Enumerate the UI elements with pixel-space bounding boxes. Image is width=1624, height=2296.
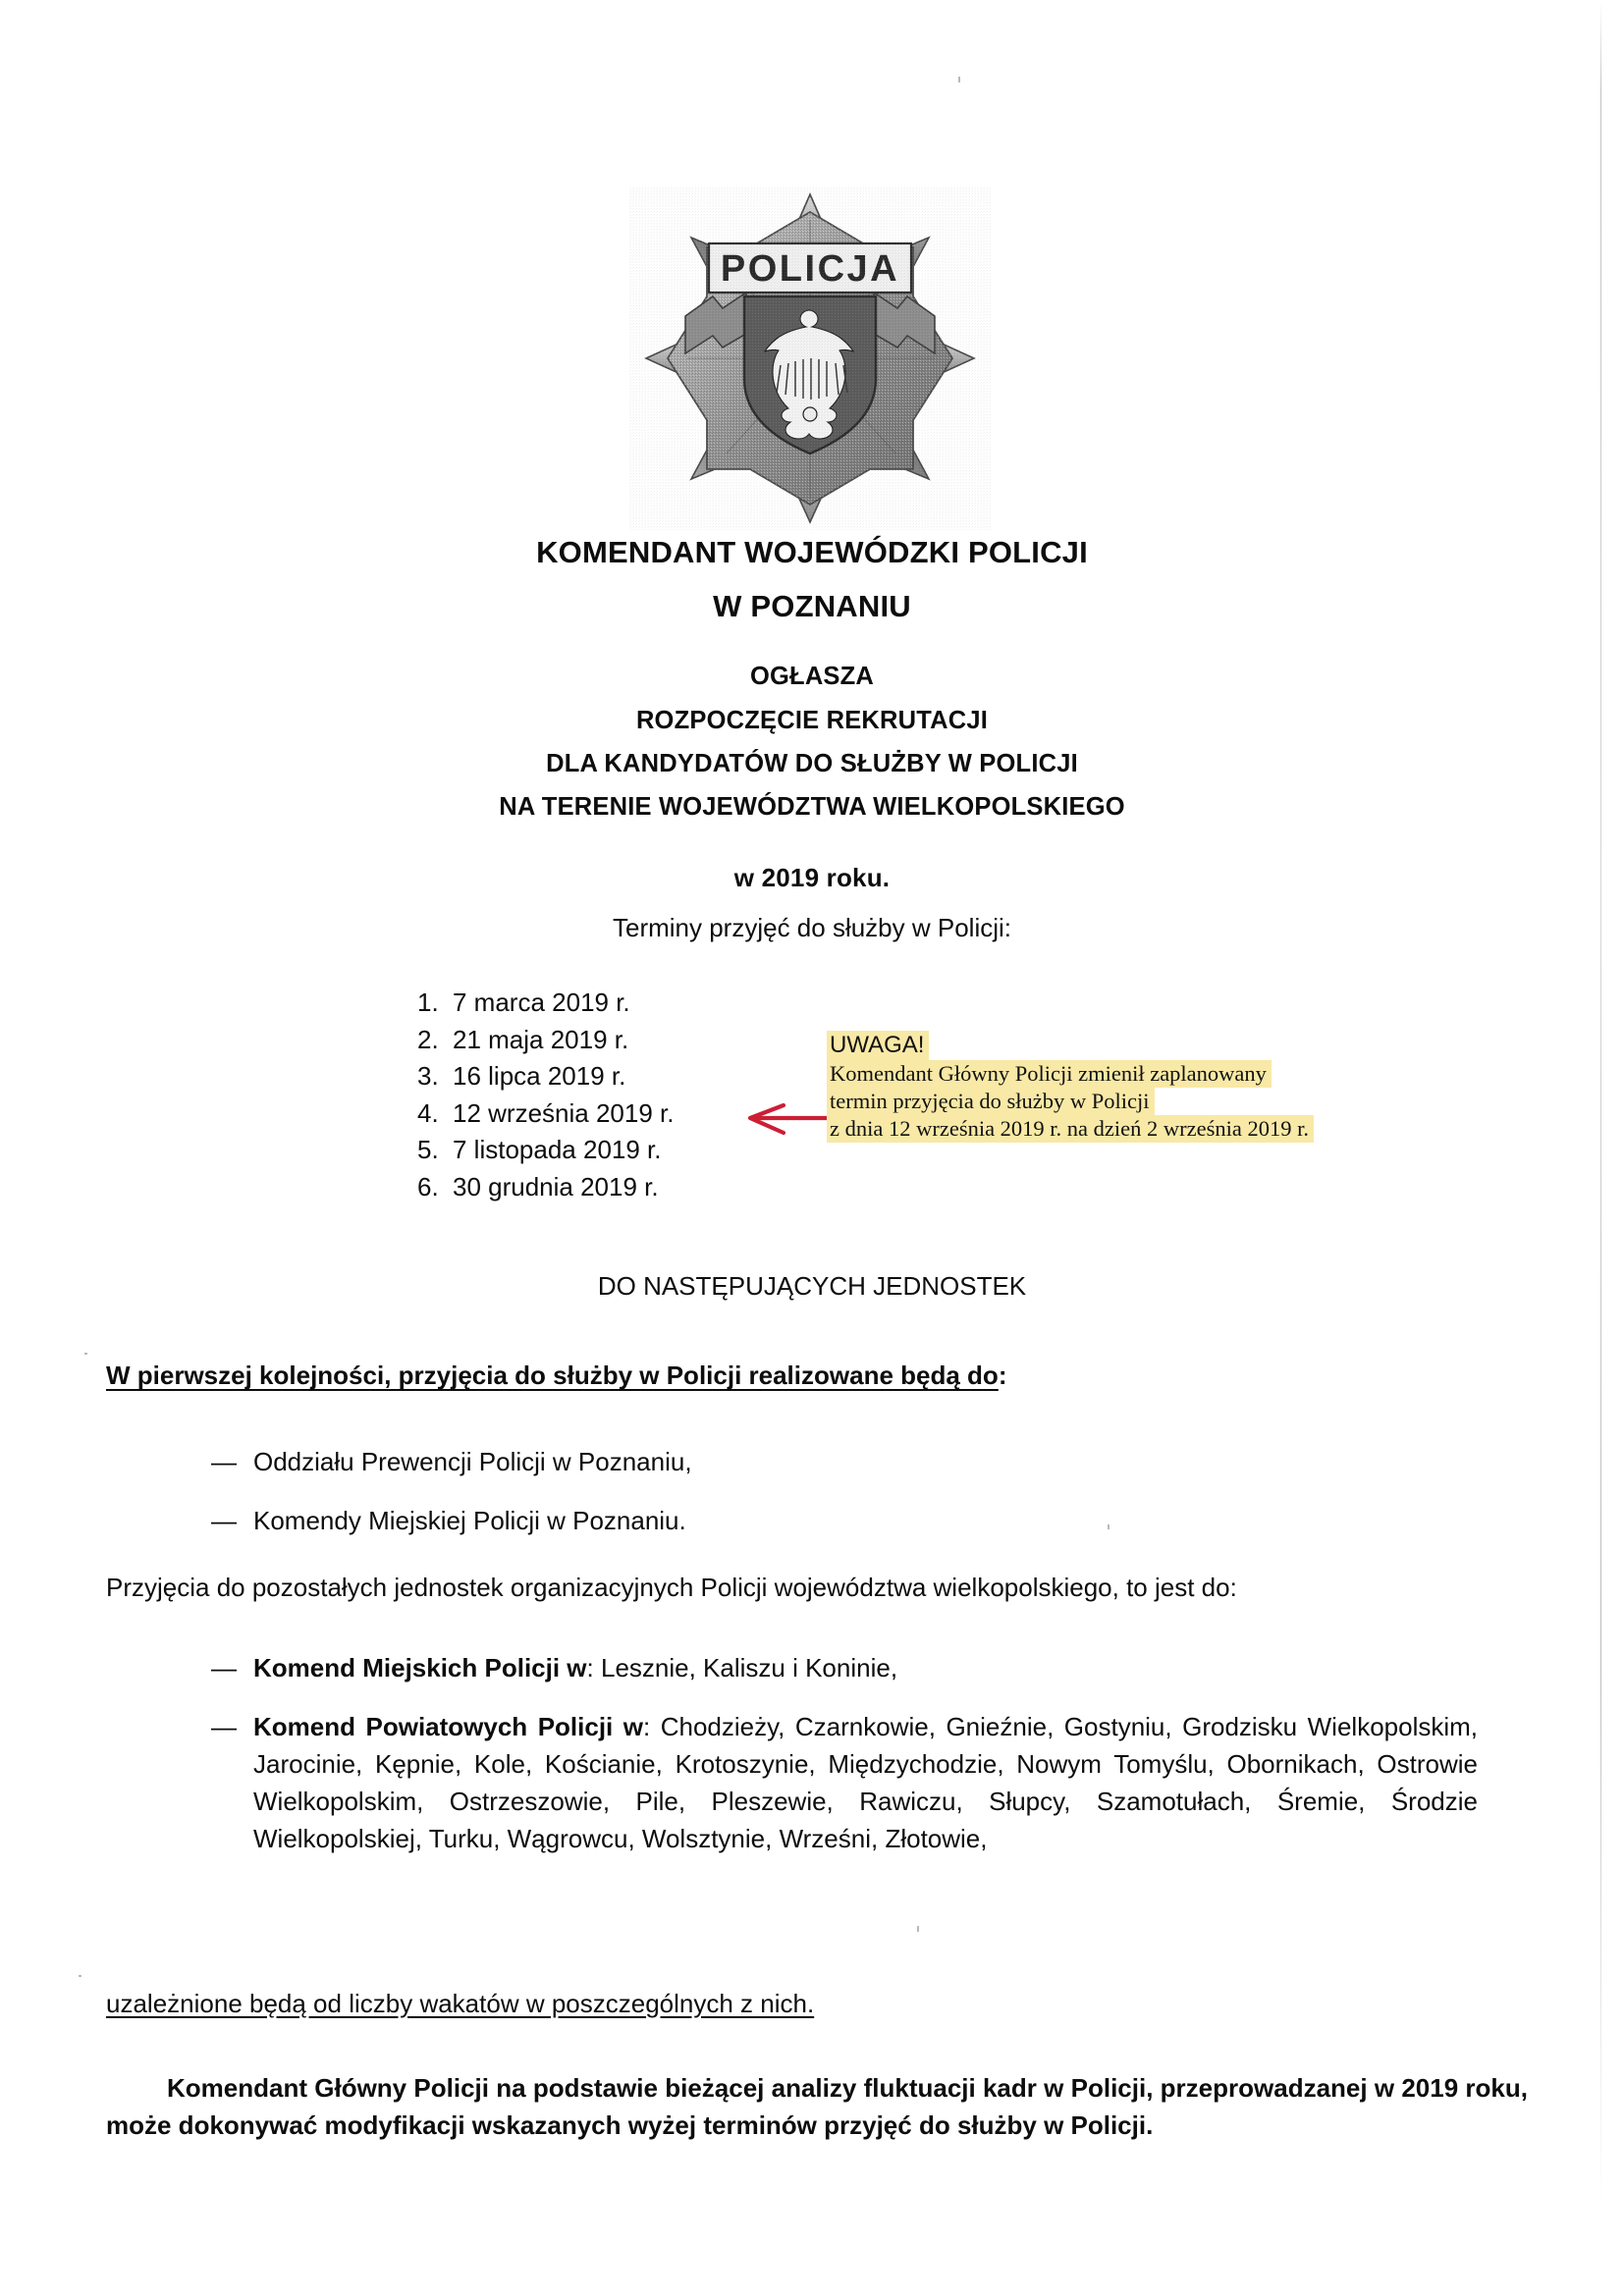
list-item-label: 21 maja 2019 r.: [453, 1024, 629, 1054]
announce-verb: OGŁASZA: [749, 663, 875, 690]
policja-banner-text: POLICJA: [720, 248, 900, 290]
note-line-1: Komendant Główny Policji zmienił zaplanowany: [827, 1060, 1272, 1088]
dash-bullet-icon: —: [211, 1506, 237, 1535]
dash-bullet-icon: —: [211, 1712, 237, 1741]
announce-line-candidates: DLA KANDYDATÓW DO SŁUŻBY W POLICJI: [546, 750, 1078, 777]
list-item-label: 16 lipca 2019 r.: [453, 1061, 626, 1091]
vacancies-note: [106, 1985, 1525, 2022]
final-paragraph-text: Komendant Główny Policji na podstawie bieżącej analizy fluktuacji kadr w Policji, przeprowadzanej w 2019 roku, może dokonywać modyfikacji wskazanych wyżej terminów przyjęć do służby w Policji.: [106, 2073, 1528, 2140]
units-section-heading: DO NASTĘPUJĄCYCH JEDNOSTEK: [597, 1271, 1027, 1301]
list-item-label: 12 września 2019 r.: [453, 1097, 675, 1128]
list-item: [211, 1649, 1478, 1686]
priority-lead-line: [106, 1357, 1530, 1394]
list-item: [211, 1502, 1193, 1539]
list-item: [417, 1169, 928, 1206]
list-item-number: 1.: [417, 988, 439, 1017]
dash-bullet-icon: —: [211, 1447, 237, 1476]
attention-note: [827, 1031, 1435, 1143]
list-item: [211, 1443, 1193, 1480]
list-item-label: Komendy Miejskiej Policji w Poznaniu.: [253, 1506, 686, 1535]
list-item-label: [253, 1649, 1478, 1686]
list-item-bold-part: Komend Powiatowych Policji w: [253, 1712, 643, 1741]
list-item-bold-part: Komend Miejskich Policji w: [253, 1653, 587, 1682]
list-item: [211, 1708, 1478, 1857]
police-emblem: [628, 187, 992, 530]
note-line-3: z dnia 12 września 2019 r. na dzień 2 września 2019 r.: [827, 1115, 1314, 1143]
list-item-rest: : Lesznie, Kaliszu i Koninie,: [586, 1653, 898, 1682]
list-item-rest: : Chodzieży, Czarnkowie, Gnieźnie, Gostyniu, Grodzisku Wielkopolskim, Jarocinie, Kępnie, Kole, Kościanie, Krotoszynie, Międzychodzie, Nowym Tomyślu, Obornikach, Ostrowie Wielkopolskim, Ostrzeszowie, Pile, Pleszewie, Rawiczu, Słupcy, Szamotułach, Śremie, Środzie Wielkopolskiej, Turku, Wągrowcu, Wolsztynie, Wrześni, Złotowie,: [253, 1712, 1479, 1853]
list-item-number: 4.: [417, 1097, 439, 1128]
note-title: UWAGA!: [827, 1031, 929, 1060]
list-item-number: 6.: [417, 1171, 439, 1201]
scan-speck: [917, 1926, 919, 1932]
page-title-line-1: KOMENDANT WOJEWÓDZKI POLICJI: [536, 535, 1088, 569]
priority-lead-colon: :: [998, 1361, 1007, 1390]
scanner-edge-artifact: [1600, 0, 1601, 2296]
scan-speck: [958, 77, 960, 82]
announce-line-recruitment: ROZPOCZĘCIE REKRUTACJI: [635, 707, 989, 734]
list-item-label: Oddziału Prewencji Policji w Poznaniu,: [253, 1447, 692, 1476]
note-line-2: termin przyjęcia do służby w Policji: [827, 1088, 1155, 1115]
list-item-number: 5.: [417, 1135, 439, 1164]
scan-speck: [79, 1975, 81, 1977]
list-item-number: 3.: [417, 1061, 439, 1091]
list-item: [417, 985, 928, 1022]
list-item-number: 2.: [417, 1024, 439, 1054]
vacancies-note-text: uzależnione będą od liczby wakatów w poszczególnych z nich.: [106, 1989, 815, 2018]
scan-speck: [84, 1353, 87, 1355]
final-paragraph: [106, 2069, 1528, 2144]
announce-line-year: w 2019 roku.: [733, 863, 891, 892]
priority-units-list: [211, 1443, 1193, 1561]
announce-line-region: NA TERENIE WOJEWÓDZTWA WIELKOPOLSKIEGO: [499, 793, 1125, 821]
other-units-list: [211, 1649, 1478, 1857]
dates-subheading: Terminy przyjęć do służby w Policji:: [612, 913, 1011, 942]
page-title-line-2: W POZNANIU: [713, 589, 911, 623]
dash-bullet-icon: —: [211, 1653, 237, 1682]
priority-lead-text: W pierwszej kolejności, przyjęcia do służby w Policji realizowane będą do: [106, 1361, 999, 1390]
other-units-intro: Przyjęcia do pozostałych jednostek organizacyjnych Policji województwa wielkopolskiego, to jest do:: [106, 1573, 1237, 1602]
list-item-label: 7 marca 2019 r.: [453, 988, 630, 1017]
list-item-label: 7 listopada 2019 r.: [453, 1135, 662, 1164]
list-item-label: 30 grudnia 2019 r.: [453, 1171, 659, 1201]
list-item-label: [253, 1708, 1478, 1857]
